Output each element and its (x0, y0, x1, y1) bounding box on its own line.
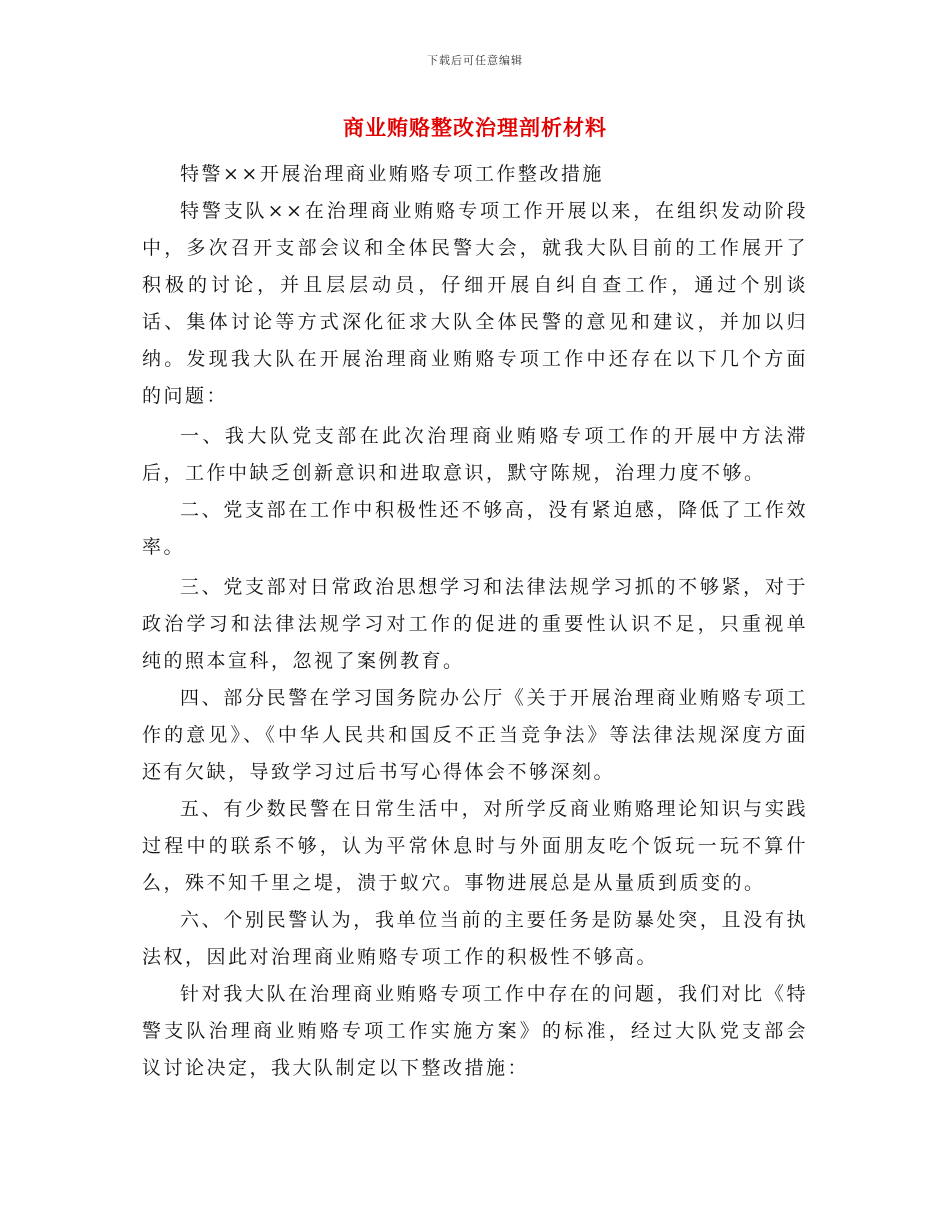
document-title: 商业贿赂整改治理剖析材料 (343, 115, 607, 140)
paragraph-subtitle: 特警××开展治理商业贿赂专项工作整改措施 (180, 163, 604, 185)
paragraph-issue-2: 二、党支部在工作中积极性还不够高，没有紧迫感，降低了工作效率。 (142, 499, 808, 558)
paragraph-issue-4: 四、部分民警在学习国务院办公厅《关于开展治理商业贿赂专项工作的意见》、《中华人民共和国反不正当竞争法》等法律法规深度方面还有欠缺，导致学习过后书写心得体会不够深刻。 (142, 687, 808, 783)
header-note: 下载后可任意编辑 (427, 54, 523, 67)
paragraph-measures-intro: 针对我大队在治理商业贿赂专项工作中存在的问题，我们对比《特警支队治理商业贿赂专项工作实施方案》的标准，经过大队党支部会议讨论决定，我大队制定以下整改措施： (142, 983, 808, 1079)
paragraph-issue-6: 六、个别民警认为，我单位当前的主要任务是防暴处突，且没有执法权，因此对治理商业贿赂专项工作的积极性不够高。 (142, 909, 808, 968)
paragraph-issue-5: 五、有少数民警在日常生活中，对所学反商业贿赂理论知识与实践过程中的联系不够，认为平常休息时与外面朋友吃个饭玩一玩不算什么，殊不知千里之堤，溃于蚁穴。事物进展总是从量质到质变的。 (142, 798, 808, 894)
document-body (142, 156, 808, 1087)
paragraph-issue-1: 一、我大队党支部在此次治理商业贿赂专项工作的开展中方法滞后，工作中缺乏创新意识和进取意识，默守陈规，治理力度不够。 (142, 425, 808, 484)
paragraph-issue-3: 三、党支部对日常政治思想学习和法律法规学习抓的不够紧，对于政治学习和法律法规学习对工作的促进的重要性认识不足，只重视单纯的照本宣科，忽视了案例教育。 (142, 576, 808, 672)
paragraph-intro: 特警支队××在治理商业贿赂专项工作开展以来，在组织发动阶段中，多次召开支部会议和全体民警大会，就我大队目前的工作展开了积极的讨论，并且层层动员，仔细开展自纠自查工作，通过个别谈话、集体讨论等方式深化征求大队全体民警的意见和建议，并加以归纳。发现我大队在开展治理商业贿赂专项工作中还存在以下几个方面的问题： (142, 200, 808, 407)
